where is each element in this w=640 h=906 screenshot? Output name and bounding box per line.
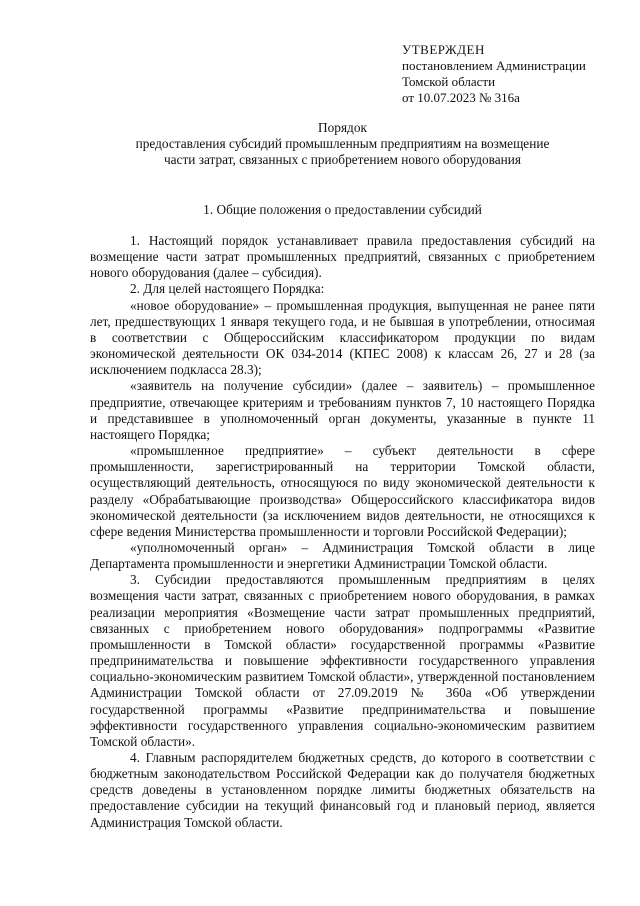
approval-line-resolution: постановлением Администрации	[402, 58, 586, 73]
section-body	[90, 233, 595, 831]
document-title-line-1: Порядок	[318, 120, 367, 135]
paragraph-item-2: 2. Для целей настоящего Порядка:	[130, 281, 325, 297]
approval-title: УТВЕРЖДЕН	[402, 42, 485, 57]
definition-industrial-enterprise: «промышленное предприятие» – субъект деятельности в сфере промышленности, зарегистрированный на территории Томской области, осуществляющий деятельность, относящуюся по виду экономической деятельности к разделу «Обрабатывающие производства» Общероссийского классификатора видов экономической деятельности (за исключением видов деятельности, не относящихся к сфере ведения Министерства промышленности и торговли Российской Федерации);	[90, 443, 595, 539]
document-title-line-3: части затрат, связанных с приобретением нового оборудования	[163, 152, 522, 167]
approval-line-region: Томской области	[402, 74, 496, 89]
document-title	[90, 120, 595, 168]
section-heading: 1. Общие положения о предоставлении субсидий	[203, 202, 482, 217]
paragraph-item-3: 3. Субсидии предоставляются промышленным предприятиям в целях возмещения части затрат, связанных с приобретением нового оборудования, в рамках реализации мероприятия «Возмещение части затрат промышленных предприятий, связанных с приобретением нового оборудования» подпрограммы «Развитие промышленности в Томской области» государственной программы «Развитие предпринимательства и повышение эффективности государственного управления социально-экономическим развитием Томской области», утвержденной постановлением Администрации Томской области от 27.09.2019 № 360а «Об утверждении государственной программы «Развитие предпринимательства и повышение эффективности государственного управления социально-экономическим развитием Томской области».	[90, 572, 595, 749]
definition-authorized-body: «уполномоченный орган» – Администрация Томской области в лице Департамента промышленности и энергетики Администрации Томской области.	[90, 539, 595, 572]
approval-stamp	[402, 42, 622, 106]
document-title-line-2: предоставления субсидий промышленным предприятиям на возмещение	[135, 136, 550, 151]
paragraph-item-4: 4. Главным распорядителем бюджетных средств, до которого в соответствии с бюджетным законодательством Российской Федерации как до получателя бюджетных средств доведены в установленном порядке лимиты бюджетных обязательств на предоставление субсидии на текущий финансовый год и плановый период, является Администрация Томской области.	[90, 750, 595, 830]
approval-line-date-number: от 10.07.2023 № 316а	[402, 90, 520, 105]
definition-new-equipment: «новое оборудование» – промышленная продукция, выпущенная не ранее пяти лет, предшествующих 1 января текущего года, и не бывшая в употреблении, относимая в соответствии с Общероссийским классификатором продукции по видам экономической деятельности ОК 034-2014 (КПЕС 2008) к классам 26, 27 и 28 (за исключением подкласса 28.3);	[90, 297, 595, 378]
paragraph-item-1: 1. Настоящий порядок устанавливает правила предоставления субсидий на возмещение части затрат промышленных предприятий, связанных с приобретением нового оборудования (далее – субсидия).	[90, 233, 595, 281]
definition-applicant: «заявитель на получение субсидии» (далее – заявитель) – промышленное предприятие, отвечающее критериям и требованиям пунктов 7, 10 настоящего Порядка и представившее в уполномоченный орган документы, указанные в пункте 11 настоящего Порядка;	[90, 378, 595, 442]
